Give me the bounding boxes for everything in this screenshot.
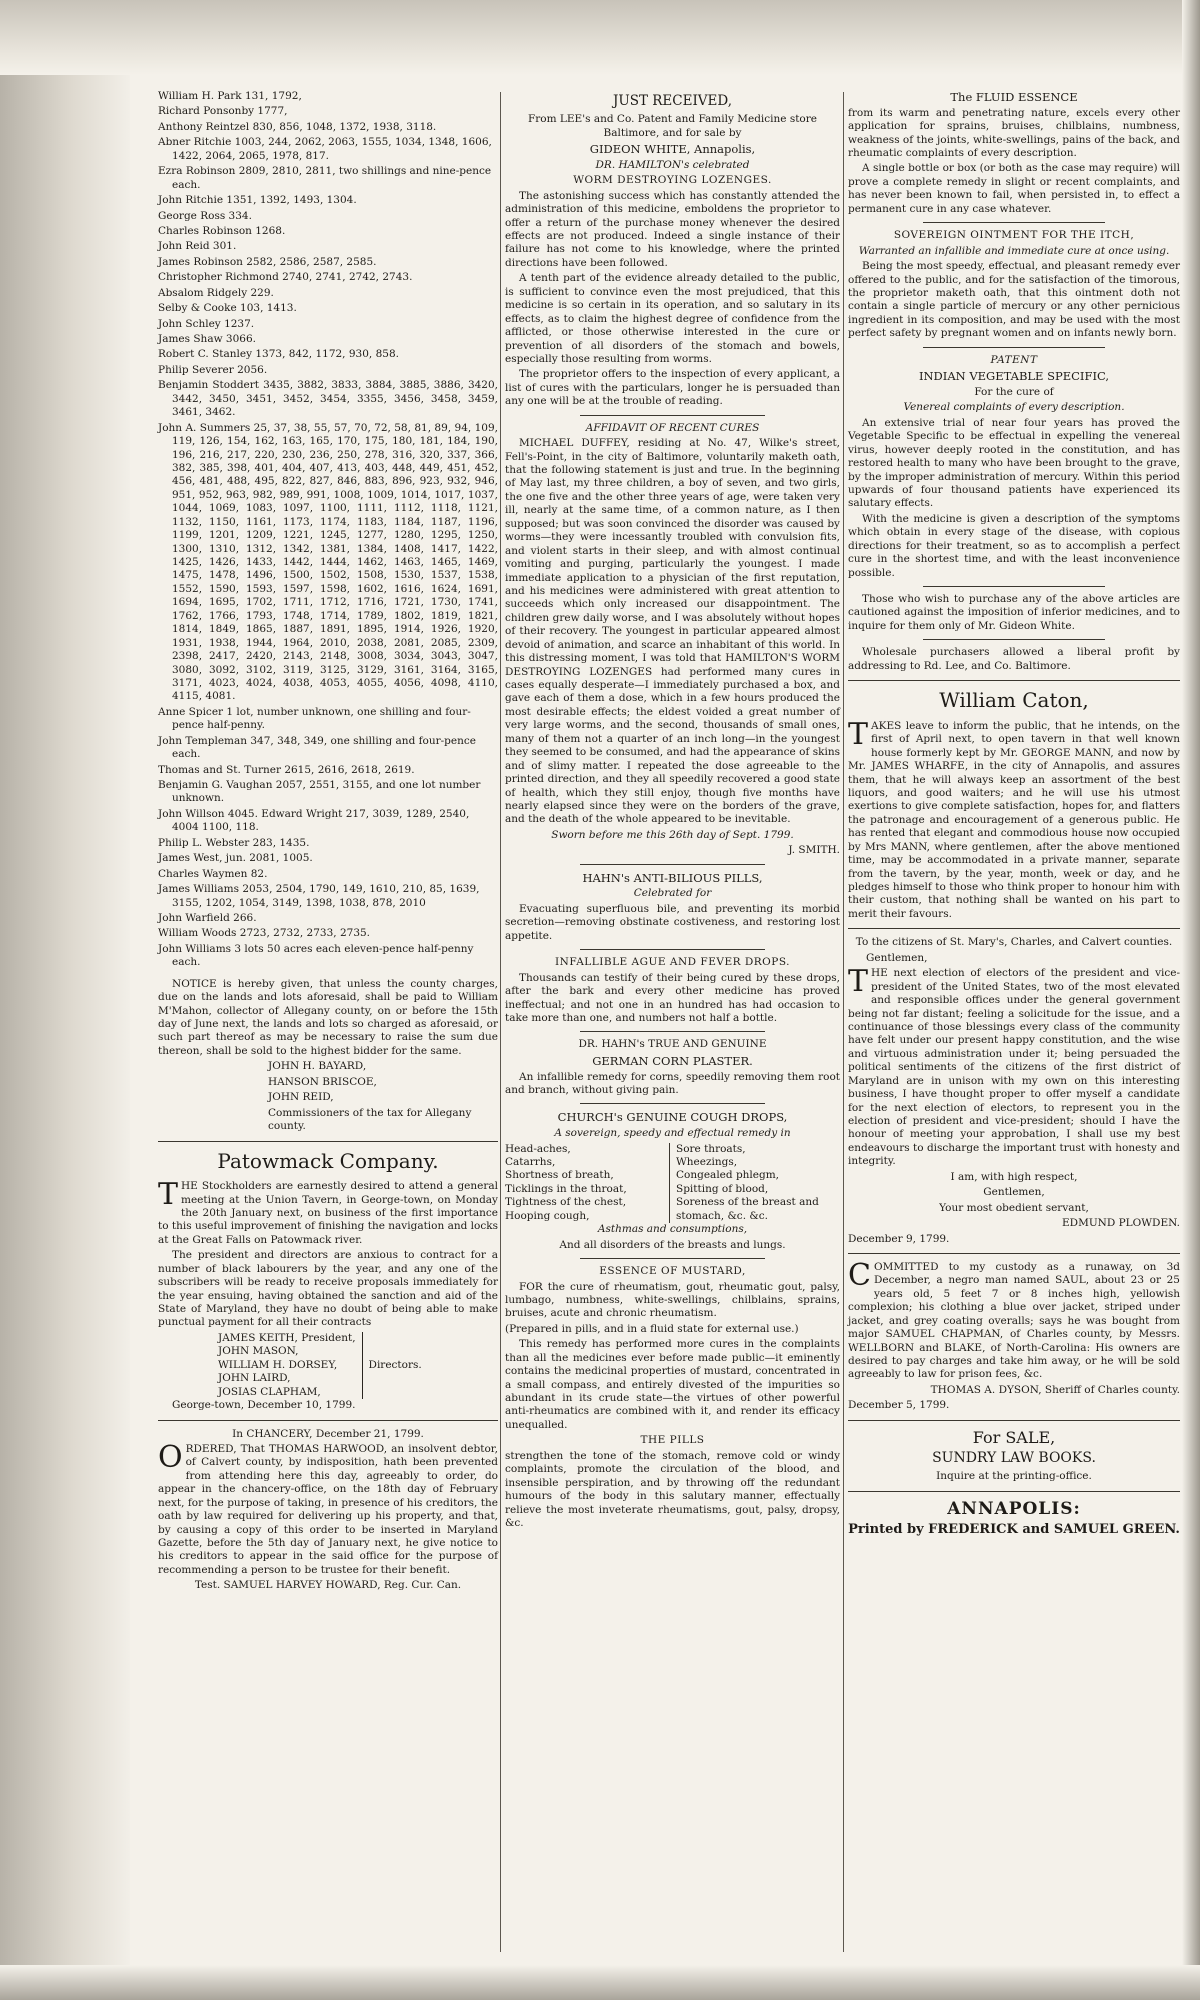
from-line: From LEE's and Co. Patent and Family Medicine store Baltimore, and for sale by xyxy=(528,113,817,139)
hahn-pills-heading: HAHN's ANTI-BILIOUS PILLS, xyxy=(582,870,763,885)
pills-heading: THE PILLS xyxy=(640,1434,705,1447)
indian-specific-sub: Venereal complaints of every description. xyxy=(903,401,1125,414)
closing: Gentlemen, xyxy=(983,1186,1045,1199)
lot-entry: Anthony Reintzel 830, 856, 1048, 1372, 1938, 3118. xyxy=(158,120,437,133)
lot-entry: John Williams 3 lots 50 acres each eleven-pence half-penny each. xyxy=(158,942,474,969)
itch-ointment-heading: SOVEREIGN OINTMENT FOR THE ITCH, xyxy=(893,229,1135,242)
lot-entry: Christopher Richmond 2740, 2741, 2742, 2743. xyxy=(158,271,413,284)
ailment-item: Ticklings in the throat, xyxy=(505,1182,627,1195)
lot-entry: Philip Severer 2056. xyxy=(158,363,268,376)
sale-inquire: Inquire at the printing-office. xyxy=(936,1470,1092,1483)
ailment-item: Wheezings, xyxy=(676,1156,738,1169)
dropcap-t: T xyxy=(848,964,869,1000)
lot-entry: John Willson 4045. Edward Wright 217, 3039, 1289, 2540, 4004 1100, 118. xyxy=(158,807,470,834)
plowden-text: HE next election of electors of the president and vice-president of the United States, two of the most elevated and responsible offices under the general government being not far distant; feeling a solicitude for the issue, and a continuance of those blessings every class of the community have felt under our present happy constitution, and the wise and virtuous administration under it; being persuaded the political sentiments of the citizens of the first district of Maryland are in unison with my own on this interesting business, I have thought proper to offer myself a candidate for the next election of electors, to represent you in the election of president and vice-president; should I have the honour of meeting your approbation, I shall use my best endeavours to discharge the important trust with honesty and integrity. xyxy=(848,967,1180,1168)
column-right xyxy=(848,90,1180,1541)
section-rule xyxy=(158,1141,498,1142)
section-rule xyxy=(848,1420,1180,1421)
lot-entry: Charles Robinson 1268. xyxy=(158,224,286,237)
ailment-item: Soreness of the breast and stomach, &c. &c. xyxy=(676,1196,819,1222)
page-bottom-edge xyxy=(0,1965,1200,2000)
ailment-item: Spitting of blood, xyxy=(676,1182,769,1195)
lot-entry: Anne Spicer 1 lot, number unknown, one shilling and four-pence half-penny. xyxy=(158,705,471,732)
section-rule xyxy=(923,639,1106,640)
runaway-notice xyxy=(848,1257,1180,1382)
column-rule xyxy=(843,92,844,1952)
fluid-essence-text: A single bottle or box (or both as the case may require) will prove a complete remedy in slight or recent complaints, and has never been known to fail, when persisted in, to effect a permanent cure in any case whatever. xyxy=(848,162,1180,215)
wholesale-text: Wholesale purchasers allowed a liberal profit by addressing to Rd. Lee, and Co. Baltimore. xyxy=(848,646,1180,672)
closing: I am, with high respect, xyxy=(950,1170,1078,1183)
cough-drops-sub: A sovereign, speedy and effectual remedy in xyxy=(554,1127,791,1140)
indian-specific-text: With the medicine is given a description of the symptoms which obtain in every stage of the disease, with copious directions for their treatment, so as to accomplish a perfect cure in the shortest time, and with the least inconvenience possible. xyxy=(848,512,1180,579)
corn-plaster-pre: DR. HAHN's TRUE AND GENUINE xyxy=(578,1038,767,1051)
ague-text: Thousands can testify of their being cured by these drops, after the bark and every other medicine has proved ineffectual; and not one in an hundred has had occasion to take more than one, and numbers not half a bottle. xyxy=(505,971,840,1024)
runaway-date: December 5, 1799. xyxy=(848,1399,950,1412)
commissioner-name: HANSON BRISCOE, xyxy=(268,1075,377,1088)
chancery-heading: In CHANCERY, December 21, 1799. xyxy=(232,1427,424,1440)
patent-label: PATENT xyxy=(990,353,1038,366)
seller-name: GIDEON WHITE, Annapolis, xyxy=(589,142,756,157)
affidavit-text: MICHAEL DUFFEY, residing at No. 47, Wilke's street, Fell's-Point, in the city of Baltimore, voluntarily maketh oath, that the following statement is just and true. In the beginning of May last, my three children, a boy of seven, and two girls, the one five and the other three years of age, were taken very ill, nearly at the same time, of a common nature, as I then supposed; but was soon convinced the disorder was caused by worms—they were incessantly troubled with convulsion fits, and violent starts in their sleep, and with almost continual vomiting and purging, particularly the youngest. I made immediate application to a physician of the first reputation, and his medicines were administered with great attention to succeeds which only increased our disappointment. The children grew daily worse, and I was absolutely without hopes of their recovery. The youngest in particular appeared almost devoid of animation, and scarce an inhabitant of this world. In this distressing moment, I was told that HAMILTON'S WORM DESTROYING LOZENGES had performed many cures in cases equally desperate—I immediately purchased a box, and gave each of them a dose, which in a few hours produced the most desirable effects; the eldest voided a great number of very large worms, and the second, thousands of small ones, many of them not a quarter of an inch long—in the youngest they seemed to be consumed, and had the appearance of skins and of slimy matter. I repeated the dose agreeable to the printed direction, and they all speedily recovered a good state of health, which they still enjoy, though five months have nearly elapsed since they were on the borders of the grave, and the death of the whole appeared to be inevitable. xyxy=(505,437,840,826)
sheriff-signature: THOMAS A. DYSON, Sheriff of Charles county. xyxy=(930,1383,1180,1396)
section-rule xyxy=(848,1253,1180,1254)
section-rule xyxy=(580,1031,764,1032)
section-rule xyxy=(158,1420,498,1421)
ailment-item: Hooping cough, xyxy=(505,1209,590,1222)
worm-paragraph: A tenth part of the evidence already detailed to the public, is sufficient to convince even the most prejudiced, that this medicine is so certain in its operation, and so salutary in its effects, as to claim the highest degree of confidence from the afflicted, or those otherwise interested in the cure or prevention of all disorders of the stomach and bowels, especially those resulting from worms. xyxy=(505,272,840,365)
officer-name: JAMES KEITH, President, xyxy=(218,1331,356,1344)
indian-specific-sub: For the cure of xyxy=(974,385,1054,398)
tax-notice: NOTICE is hereby given, that unless the county charges, due on the lands and lots aforesaid, shall be paid to William M'Mahon, collector of Allegany county, on or before the 15th day of June next, the lands and lots so charged as aforesaid, or such part thereof as may be necessary to raise the sum due thereon, shall be sold to the highest bidder for the same. xyxy=(158,977,498,1057)
directors-label: Directors. xyxy=(368,1358,422,1371)
directors-block xyxy=(158,1332,498,1399)
lot-entry: Philip L. Webster 283, 1435. xyxy=(158,836,310,849)
lot-entry: James Robinson 2582, 2586, 2587, 2585. xyxy=(158,255,377,268)
lot-entry: John Warfield 266. xyxy=(158,911,257,924)
lot-entry: Selby & Cooke 103, 1413. xyxy=(158,302,297,315)
lot-entry: John Ritchie 1351, 1392, 1493, 1304. xyxy=(158,194,357,207)
runaway-text: OMMITTED to my custody as a runaway, on 3d December, a negro man named SAUL, about 23 or 25 years old, 5 feet 7 or 8 inches high, yellowish complexion; his clothing a blue over jacket, striped under jacket, and grey coating overalls; says he was bought from major SAMUEL CHAPMAN, of Charles county, by Messrs. WELLBORN and BLAKE, of North-Carolina: His owners are desired to pay charges and take him away, or he will be sold agreeably to law for prison fees, &c. xyxy=(848,1260,1180,1381)
salutation: Gentlemen, xyxy=(866,951,928,964)
worm-paragraph: The proprietor offers to the inspection of every applicant, a list of cures with the particulars, longer he is persuaded than any one will be at the trouble of reading. xyxy=(505,368,840,408)
lot-entry: William H. Park 131, 1792, xyxy=(158,90,302,102)
worm-paragraph: The astonishing success which has constantly attended the administration of this medicine, emboldens the proprietor to offer a return of the purchase money whenever the desired effects are not produced. Indeed a single instance of their failure has not come to his knowledge, where the printed directions have been followed. xyxy=(505,189,840,269)
officer-name: WILLIAM H. DORSEY, xyxy=(218,1358,338,1371)
page-binding-shadow xyxy=(0,0,130,2000)
ailment-item: Tightness of the chest, xyxy=(505,1196,627,1209)
hamilton-heading: DR. HAMILTON's celebrated xyxy=(595,158,750,171)
cough-asthma: Asthmas and consumptions, xyxy=(597,1223,748,1236)
lot-entry: John Schley 1237. xyxy=(158,317,255,330)
pills-text: strengthen the tone of the stomach, remove cold or windy complaints, promote the circulation of the blood, and insensible perspiration, and by throwing off the redundant humours of the body in this salutary manner, effectually relieve the most inveterate rheumatisms, gout, palsy, dropsy, &c. xyxy=(505,1449,840,1529)
section-rule xyxy=(923,586,1106,587)
page-top-shadow xyxy=(0,0,1200,75)
section-rule xyxy=(580,949,764,950)
lot-entry: Abner Ritchie 1003, 244, 2062, 2063, 1555, 1034, 1348, 1606, 1422, 2064, 2065, 1978, 817. xyxy=(158,136,492,162)
section-rule xyxy=(580,415,764,416)
lot-entry: James Williams 2053, 2504, 1790, 149, 1610, 210, 85, 1639, 3155, 1202, 1054, 3149, 1398, 1038, 878, 2010 xyxy=(158,883,480,909)
sale-item: SUNDRY LAW BOOKS. xyxy=(932,1450,1096,1467)
officer-name: JOHN LAIRD, xyxy=(218,1372,291,1385)
chancery-order xyxy=(158,1439,498,1577)
plowden-letter xyxy=(848,964,1180,1169)
caution-text: Those who wish to purchase any of the above articles are cautioned against the imposition of inferior medicines, and to inquire for them only of Mr. Gideon White. xyxy=(848,593,1180,632)
patowmack-heading: Patowmack Company. xyxy=(217,1148,439,1173)
section-rule xyxy=(848,1491,1180,1492)
dropcap-c: C xyxy=(848,1257,871,1293)
caton-heading: William Caton, xyxy=(939,688,1089,713)
officer-name: JOHN MASON, xyxy=(218,1345,299,1358)
mustard-prep: (Prepared in pills, and in a fluid state for external use.) xyxy=(505,1322,799,1335)
sale-heading: For SALE, xyxy=(972,1427,1056,1447)
dropcap-o: O xyxy=(158,1439,183,1475)
cough-end: And all disorders of the breasts and lungs. xyxy=(559,1238,786,1251)
ailment-item: Sore throats, xyxy=(676,1142,746,1155)
section-rule xyxy=(923,222,1106,223)
lot-entry: Robert C. Stanley 1373, 842, 1172, 930, 858. xyxy=(158,348,399,361)
sworn-line: Sworn before me this 26th day of Sept. 1799. xyxy=(551,828,794,841)
ague-heading: INFALLIBLE AGUE AND FEVER DROPS. xyxy=(554,956,791,969)
ailment-item: Congealed phlegm, xyxy=(676,1169,780,1182)
cough-drops-heading: CHURCH's GENUINE COUGH DROPS, xyxy=(557,1110,788,1125)
lot-entry: James Shaw 3066. xyxy=(158,333,256,345)
imprint-city: ANNAPOLIS: xyxy=(947,1498,1081,1519)
itch-ointment-sub: Warranted an infallible and immediate cure at once using. xyxy=(858,244,1170,257)
affidavit-heading: AFFIDAVIT OF RECENT CURES xyxy=(585,421,760,434)
section-rule xyxy=(848,928,1180,929)
mustard-text: This remedy has performed more cures in the complaints than all the medicines ever before made public—it eminently contains the medicinal properties of mustard, concentrated in a small compass, and entirely divested of the impurities so abundant in its crude state—the virtues of other powerful anti-rheumatics are combined with it, and render its efficacy unequalled. xyxy=(505,1338,840,1431)
imprint-printers: Printed by FREDERICK and SAMUEL GREEN. xyxy=(848,1522,1180,1538)
dropcap-t: T xyxy=(848,716,869,752)
lot-entry: John Templeman 347, 348, 349, one shilling and four-pence each. xyxy=(158,734,476,761)
ailment-item: Shortness of breath, xyxy=(505,1169,614,1182)
patowmack-paragraph: The president and directors are anxious to contract for a number of black labourers by the year, and any one of the subscribers will be ready to receive proposals immediately for the year ensuing, having obtained the sanction and aid of the State of Maryland, they have no doubt of being able to make punctual payment for all their contracts xyxy=(158,1249,498,1329)
hahn-text: Evacuating superfluous bile, and preventing its morbid secretion—removing obstinate costiveness, and restoring lost appetite. xyxy=(505,902,840,942)
section-rule xyxy=(848,680,1180,681)
commissioner-title: Commissioners of the tax for Allegany county. xyxy=(268,1106,472,1133)
lot-entry: John A. Summers 25, 37, 38, 55, 57, 70, 72, 58, 81, 89, 94, 109, 119, 126, 154, 162, 163, 165, 170, 175, 180, 181, 184, 190, 196, 216, 217, 220, 230, 236, 250, 278, 316, 320, 337, 366, 382, 385, 398, 401, 404, 407, 413, 403, 448, 449, 451, 452, 456, 481, 488, 495, 822, 827, 846, 883, 896, 923, 932, 946, 951, 952, 963, 982, 989, 991, 1008, 1009, 1014, 1017, 1037, 1044, 1069, 1083, 1097, 1100, 1111, 1112, 1118, 1121, 1132, 1150, 1161, 1173, 1174, 1183, 1184, 1187, 1196, 1199, 1201, 1209, 1221, 1245, 1277, 1280, 1295, 1250, 1300, 1310, 1312, 1342, 1381, 1384, 1408, 1417, 1422, 1425, 1426, 1433, 1442, 1444, 1462, 1463, 1465, 1469, 1475, 1478, 1496, 1500, 1502, 1508, 1530, 1537, 1538, 1552, 1590, 1593, 1597, 1598, 1602, 1616, 1624, 1691, 1694, 1695, 1702, 1711, 1712, 1716, 1721, 1730, 1741, 1762, 1766, 1793, 1748, 1714, 1789, 1802, 1819, 1821, 1814, 1849, 1865, 1887, 1891, 1895, 1914, 1926, 1920, 1931, 1938, 1944, 1964, 2010, 2038, 2081, 2085, 2309, 2398, 2417, 2420, 2143, 2148, 3008, 3034, 3043, 3047, 3080, 3092, 3102, 3119, 3125, 3129, 3161, 3164, 3165, 3171, 4023, 4024, 4038, 4053, 4055, 4056, 4098, 4110, 4115, 4081. xyxy=(158,421,498,703)
lot-entry: Benjamin G. Vaughan 2057, 2551, 3155, and one lot number unknown. xyxy=(158,779,481,805)
lot-entry: Ezra Robinson 2809, 2810, 2811, two shillings and nine-pence each. xyxy=(158,165,492,191)
caton-text: AKES leave to inform the public, that he intends, on the first of April next, to open tavern in that well known house formerly kept by Mr. GEORGE MANN, and now by Mr. JAMES WHARFE, in the city of Annapolis, and assures them, that he will always keep an assortment of the best liquors, and good waiters; and he will use his utmost exertions to give complete satisfaction, hopes for, and flatters the patronage and encouragement of a generous public. He has rented that elegant and commodious house now occupied by Mrs MANN, where gentlemen, after the above mentioned time, may be accommodated in a private manner, separate from the tavern, by the year, month, week or day, and he pledges himself to those who think proper to honour him with their custom, that nothing shall be wanted on his part to merit their favours. xyxy=(848,719,1180,920)
commissioner-name: JOHN H. BAYARD, xyxy=(268,1060,367,1073)
column-middle xyxy=(505,90,840,1532)
patowmack-paragraph: HE Stockholders are earnestly desired to attend a general meeting at the Union Tavern, in George-town, on Monday the 20th January next, on business of the first importance to this useful improvement of finishing the navigation and locks at the Great Falls on Patowmack river. xyxy=(158,1180,498,1246)
fluid-essence-text: from its warm and penetrating nature, excels every other application for sprains, bruises, chilblains, numbness, weakness of the joints, white-swellings, pains of the back, and rheumatic complaints of every description. xyxy=(848,106,1180,160)
tax-lot-list xyxy=(158,90,498,970)
section-rule xyxy=(580,1103,764,1104)
commissioner-name: JOHN REID, xyxy=(268,1091,334,1104)
officer-name: JOSIAS CLAPHAM, xyxy=(218,1385,321,1398)
corn-plaster-heading: GERMAN CORN PLASTER. xyxy=(592,1053,753,1068)
lot-entry: Richard Ponsonby 1777, xyxy=(158,105,288,118)
citizens-heading: To the citizens of St. Mary's, Charles, and Calvert counties. xyxy=(855,936,1173,949)
patowmack-notice xyxy=(158,1177,498,1247)
column-left xyxy=(158,90,498,1595)
closing: Your most obedient servant, xyxy=(939,1201,1089,1214)
section-rule xyxy=(580,864,764,865)
corn-plaster-text: An infallible remedy for corns, speedily removing them root and branch, without giving pain. xyxy=(505,1070,840,1096)
ailment-list xyxy=(505,1143,840,1224)
section-rule xyxy=(580,1258,764,1259)
caton-notice xyxy=(848,716,1180,922)
just-received-heading: JUST RECEIVED, xyxy=(612,93,733,109)
lot-entry: John Reid 301. xyxy=(158,240,237,253)
lot-entry: Charles Waymen 82. xyxy=(158,867,268,880)
ailment-item: Catarrhs, xyxy=(505,1156,556,1169)
section-rule xyxy=(923,347,1106,348)
patowmack-date: George-town, December 10, 1799. xyxy=(172,1399,356,1412)
lot-entry: James West, jun. 2081, 1005. xyxy=(158,852,313,865)
ailment-item: Head-aches, xyxy=(505,1142,571,1155)
page-right-edge xyxy=(1182,0,1200,2000)
hahn-sub: Celebrated for xyxy=(633,887,712,900)
plowden-date: December 9, 1799. xyxy=(848,1232,950,1245)
chancery-signature: Test. SAMUEL HARVEY HOWARD, Reg. Cur. Can. xyxy=(194,1579,462,1592)
magistrate-name: J. SMITH. xyxy=(788,844,840,857)
dropcap-t: T xyxy=(158,1177,179,1213)
worm-lozenges-heading: WORM DESTROYING LOZENGES. xyxy=(573,174,772,187)
itch-ointment-text: Being the most speedy, effectual, and pleasant remedy ever offered to the public, and for the satisfaction of the timorous, the proprietor maketh oath, that this ointment doth not contain a single particle of mercury or any other pernicious ingredient in its composition, and may be used with the most perfect safety by pregnant women and on infants newly born. xyxy=(848,260,1180,340)
chancery-text: RDERED, That THOMAS HARWOOD, an insolvent debtor, of Calvert county, by indisposition, hath been prevented from attending here this day, agreeably to order, do appear in the chancery-office, on the 18th day of February next, for the purpose of taking, in presence of his creditors, the oath by law required for delivering up his property, and that, by causing a copy of this order to be inserted in Maryland Gazette, before the 5th day of January next, he give notice to his creditors to appear in the said office for the purpose of recommending a person to be trustee for their benefit. xyxy=(158,1442,498,1576)
plowden-signature: EDMUND PLOWDEN. xyxy=(1061,1217,1180,1230)
fluid-essence-heading: The FLUID ESSENCE xyxy=(950,90,1078,104)
mustard-heading: ESSENCE OF MUSTARD, xyxy=(599,1265,746,1278)
lot-entry: Benjamin Stoddert 3435, 3882, 3833, 3884, 3885, 3886, 3420, 3442, 3450, 3451, 3452, 3454, 3355, 3456, 3458, 3459, 3461, 3462. xyxy=(158,379,498,419)
mustard-text: FOR the cure of rheumatism, gout, rheumatic gout, palsy, lumbago, numbness, white-swellings, chilblains, sprains, bruises, acute and chronic rheumatism. xyxy=(505,1280,840,1320)
indian-specific-heading: INDIAN VEGETABLE SPECIFIC, xyxy=(918,369,1110,384)
lot-entry: William Woods 2723, 2732, 2733, 2735. xyxy=(158,927,371,940)
lot-entry: Absalom Ridgely 229. xyxy=(158,286,274,299)
lot-entry: Thomas and St. Turner 2615, 2616, 2618, 2619. xyxy=(158,763,415,776)
column-rule xyxy=(500,92,501,1952)
indian-specific-text: An extensive trial of near four years has proved the Vegetable Specific to be effectual in expelling the venereal virus, however deeply rooted in the constitution, and has restored health to many who have been brought to the grave, by the improper administration of mercury. Within this period upwards of four thousand patients have experienced its salutary effects. xyxy=(848,416,1180,510)
lot-entry: George Ross 334. xyxy=(158,209,252,222)
